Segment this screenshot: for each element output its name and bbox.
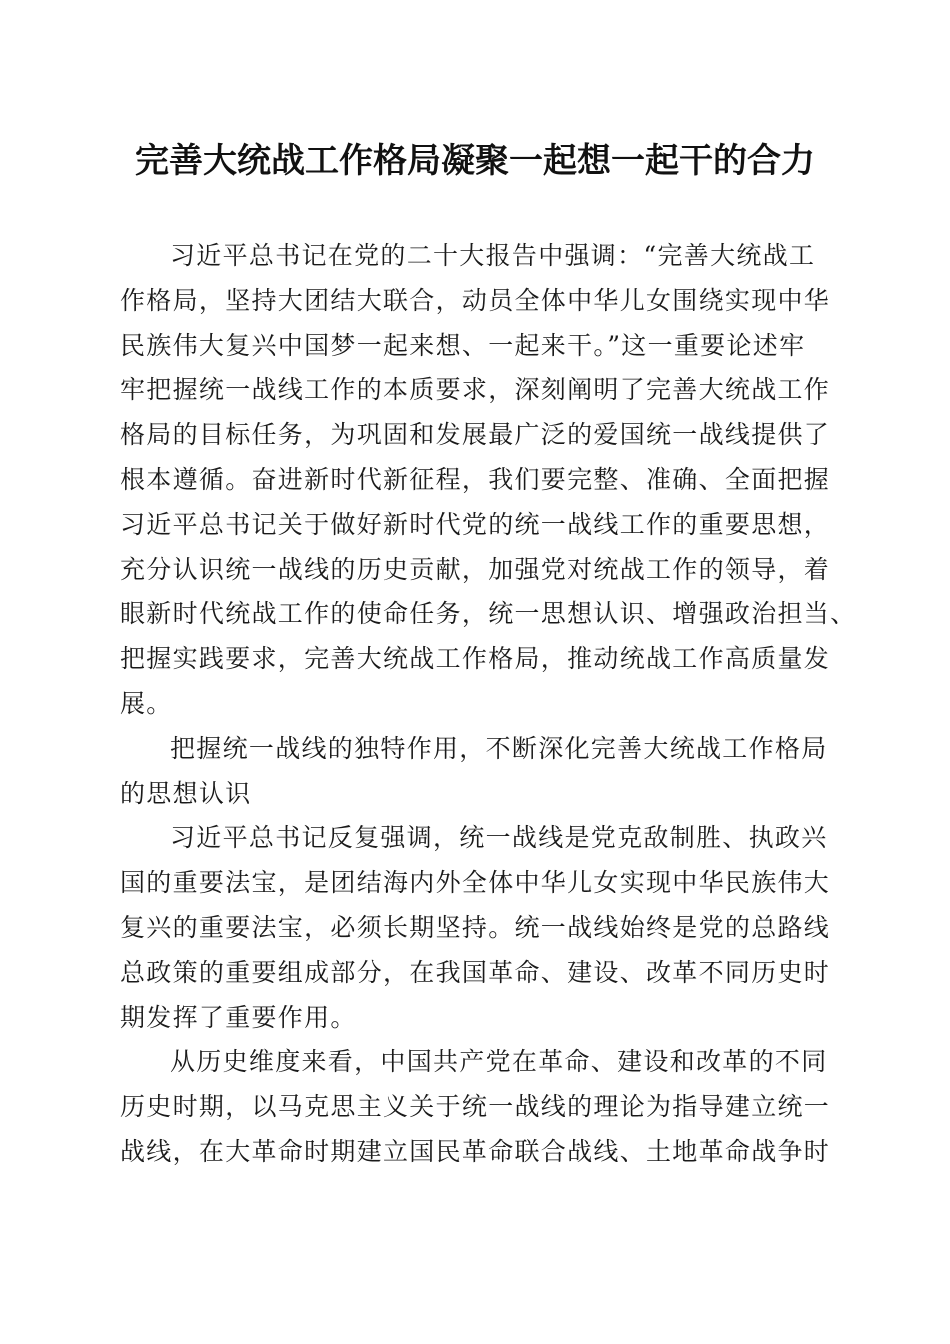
text-line: 历史时期，以马克思主义关于统一战线的理论为指导建立统一 [120, 1092, 831, 1122]
document-body [120, 234, 857, 1175]
text-line: 展。 [120, 688, 173, 718]
text-line: 战线，在大革命时期建立国民革命联合战线、土地革命战争时 [120, 1136, 831, 1166]
text-line: 习近平总书记在党的二十大报告中强调：“完善大统战工 [170, 241, 816, 270]
section-heading-paragraph [120, 727, 840, 817]
text-line: 充分认识统一战线的历史贡献，加强党对统战工作的领导，着 [120, 554, 831, 584]
text-line: 把握统一战线的独特作用，不断深化完善大统战工作格局 [170, 733, 828, 763]
text-line: 期发挥了重要作用。 [120, 1002, 357, 1032]
text-line: 习近平总书记关于做好新时代党的统一战线工作的重要思想， [120, 509, 831, 539]
text-line: 牢把握统一战线工作的本质要求，深刻阐明了完善大统战工作 [120, 375, 831, 405]
text-line: 眼新时代统战工作的使命任务，统一思想认识、增强政治担当、 [120, 599, 857, 629]
text-line: 从历史维度来看，中国共产党在革命、建设和改革的不同 [170, 1047, 828, 1077]
text-line: 的思想认识 [120, 778, 252, 808]
paragraph-4 [120, 1040, 840, 1174]
text-line: 习近平总书记反复强调，统一战线是党克敌制胜、执政兴 [170, 823, 828, 853]
text-line: 格局的目标任务，为巩固和发展最广泛的爱国统一战线提供了 [120, 420, 831, 450]
text-line: 复兴的重要法宝，必须长期坚持。统一战线始终是党的总路线 [120, 912, 831, 942]
text-line: 总政策的重要组成部分，在我国革命、建设、改革不同历史时 [120, 957, 831, 987]
document-title: 完善大统战工作格局凝聚一起想一起干的合力 [135, 141, 815, 181]
text-line: 把握实践要求，完善大统战工作格局，推动统战工作高质量发 [120, 644, 831, 674]
text-line: 民族伟大复兴中国梦一起来想、一起来干。”这一重要论述牢 [120, 330, 806, 360]
paragraph-1 [120, 234, 857, 727]
text-line: 国的重要法宝，是团结海内外全体中华儿女实现中华民族伟大 [120, 868, 831, 898]
paragraph-3 [120, 816, 840, 1040]
text-line: 根本遵循。奋进新时代新征程，我们要完整、准确、全面把握 [120, 464, 831, 494]
text-line: 作格局，坚持大团结大联合，动员全体中华儿女围绕实现中华 [120, 285, 831, 315]
